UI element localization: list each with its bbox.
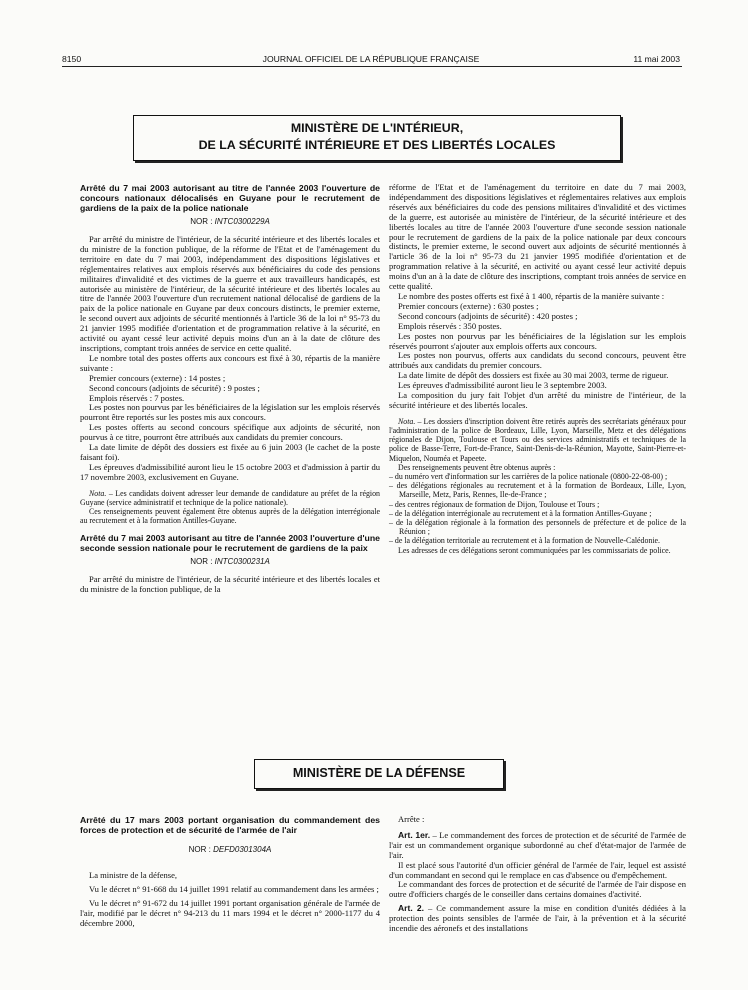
article-label: Art. 1er. (398, 829, 431, 840)
arrete-title: Arrêté du 17 mars 2003 portant organisation du commandement des forces de protection et de sécurité de l'armée de l'air (80, 815, 380, 835)
article-label: Art. 2. (398, 903, 425, 914)
nota-paragraph: Ces renseignements peuvent également être obtenus auprès de la délégation interrégionale au recrutement et à la formation Antilles-Guyane. (80, 507, 380, 526)
nota-list-item: – de la délégation régionale à la formation des personnels de préfecture et de police de la Réunion ; (389, 518, 686, 537)
page-number: 8150 (62, 54, 82, 64)
ministry-line-1: MINISTÈRE DE LA DÉFENSE (292, 766, 466, 780)
article-text: – Ce commandement assure la mise en condition d'unités dédiées à la protection des points sensibles de l'armée de l'air, à la prévention et à la sécurité incendie des aéronefs et des installations (389, 903, 686, 934)
nota-list-item: – des centres régionaux de formation de Dijon, Toulouse et Tours ; (389, 499, 600, 509)
ministry-line-1: MINISTÈRE DE L'INTÉRIEUR, (290, 121, 464, 135)
nor-reference (80, 217, 380, 227)
nota-text: – Les candidats doivent adresser leur demande de candidature au préfet de la région Guyane (service administratif et technique de la police nationale). (80, 488, 380, 507)
list-item: Premier concours (externe) : 14 postes ; (89, 372, 226, 383)
nor-code: INTC0300231A (214, 557, 270, 567)
paragraph: Vu le décret n° 91-672 du 14 juillet 1991 portant organisation générale de l'armée de l'air, modifié par le décret n° 94-213 du 11 mars 1994 et le décret n° 2000-1177 du 4 décembre 2000, (80, 897, 380, 928)
paragraph: Par arrêté du ministre de l'intérieur, de la sécurité intérieure et des libertés locales et du ministre de la fonction publique, de la (80, 574, 380, 595)
list-item: Second concours (adjoints de sécurité) : 420 postes ; (398, 310, 578, 321)
nota-end: Les adresses de ces délégations seront communiquées par les commissariats de police. (398, 545, 671, 555)
ministry-heading-defense (254, 759, 504, 789)
ministry-line-2: DE LA SÉCURITÉ INTÉRIEURE ET DES LIBERTÉS LOCALES (198, 138, 556, 152)
paragraph: Il est placé sous l'autorité d'un officier général de l'armée de l'air, lequel est assisté d'un commandant en second qui le remplace en cas d'absence ou d'empêchement. (389, 859, 686, 880)
nota-list-item: – de la délégation interrégionale au recrutement et à la formation Antilles-Guyane ; (389, 508, 652, 518)
paragraph: Par arrêté du ministre de l'intérieur, de la sécurité intérieure et des libertés locales et du ministre de la fonction publique, de la réforme de l'Etat et de l'aménagement du territoire en date du 7 mai 2003, indépendamment des dispositions législatives et réglementaires relatives aux emplois réservés aux bénéficiaires du code des pensions militaires d'invalidité et des victimes de la guerre et aux travailleurs handicapés, est autorisée au ministère de l'intérieur, de la sécurité intérieure et des libertés locales au titre de l'année 2003 l'ouverture d'un recrutement national délocalisé de gardiens de la paix de la police nationale en Guyane par deux concours distincts, le premier externe, le second ouvert aux adjoints de sécurité mentionnés à l'article 36 de la loi n° 95-73 du 21 janvier 1995 modifiée d'orientation et de programmation relative à la sécurité, en activité ou ayant cessé leur activité depuis moins d'un an à la date de clôture des inscriptions, comptant trois années de service en cette qualité. (80, 234, 380, 353)
paragraph: Les épreuves d'admissibilité auront lieu le 15 octobre 2003 et d'admission à partir du 17 novembre 2003, exclusivement en Guyane. (80, 461, 380, 482)
paragraph: La composition du jury fait l'objet d'un arrêté du ministre de l'intérieur, de la sécurité intérieure et des libertés locales. (389, 390, 686, 410)
article-2 (389, 904, 686, 934)
nota (80, 489, 380, 507)
paragraph: Les postes offerts au second concours spécifique aux adjoints de sécurité, non pourvus à ce titre, pourront être attribués aux candidats du premier concours. (80, 422, 380, 443)
nota-list-item: – du numéro vert d'information sur les carrières de la police nationale (0800-22-08-00) ; (389, 472, 668, 482)
issue-date: 11 mai 2003 (633, 54, 680, 64)
right-column-bottom (389, 815, 686, 934)
arrete-label: Arrête : (398, 814, 425, 824)
list-item: Premier concours (externe) : 630 postes ; (398, 300, 539, 311)
nor-code: DEFD0301304A (213, 845, 272, 854)
nota (389, 417, 686, 463)
ministry-heading-interieur (133, 115, 621, 161)
list-item: Emplois réservés : 7 postes. (89, 392, 185, 403)
arrete-title: Arrêté du 7 mai 2003 autorisant au titre de l'année 2003 l'ouverture de concours nationaux délocalisés en Guyane pour le recrutement de gardiens de la paix de la police nationale (80, 183, 380, 213)
nota-list (389, 472, 686, 546)
article-text: – Le commandement des forces de protection et de sécurité de l'armée de l'air est un commandement organique subordonné au chef d'état-major de l'armée de l'air. (389, 829, 686, 860)
paragraph: Les postes non pourvus, offerts aux candidats du second concours, peuvent être attribués aux candidats du premier concours. (389, 350, 686, 371)
nota-text: – Les dossiers d'inscription doivent être retirés auprès des secrétariats généraux pour l'administration de la police de Bordeaux, Lille, Lyon, Marseille, Metz et des délégations régionales de Dijon, Toulouse et Tours ou des services administratifs et techniques de la police de Basse-Terre, Fort-de-France, Saint-Denis-de-la-Réunion, Mayotte, Saint-Pierre-et-Miquelon, Nouméa et Papeete. (389, 416, 686, 463)
nor-label: NOR : (190, 217, 213, 226)
arrete-title: Arrêté du 7 mai 2003 autorisant au titre de l'année 2003 l'ouverture d'une seconde session nationale pour le recrutement de gardiens de la paix (80, 533, 380, 554)
paragraph: La date limite de dépôt des dossiers est fixée au 6 juin 2003 (le cachet de la poste faisant foi). (80, 442, 380, 462)
nota-intro: Des renseignements peuvent être obtenus auprès : (398, 462, 556, 472)
paragraph: Le nombre total des postes offerts aux concours est fixé à 30, répartis de la manière suivante : (80, 352, 380, 373)
paragraph: Les postes non pourvus par les bénéficiaires de la législation sur les emplois réservés pourront s'ajouter aux emplois offerts aux concours. (389, 330, 686, 351)
nor-code: INTC0300229A (214, 217, 270, 226)
paragraph: La date limite de dépôt des dossiers est fixée au 30 mai 2003, terme de rigueur. (398, 370, 669, 381)
nota-label: Nota. (89, 488, 107, 498)
left-column-top (80, 183, 380, 595)
article-1 (389, 831, 686, 861)
list-item: Emplois réservés : 350 postes. (398, 320, 502, 331)
nota-list-item: – des délégations régionales au recrutement et à la formation de Bordeaux, Lille, Lyon, Marseille, Metz, Paris, Rennes, Ile-de-France ; (389, 481, 686, 500)
paragraph: La ministre de la défense, (89, 870, 178, 880)
left-column-bottom (80, 815, 380, 929)
paragraph: Les postes non pourvus par les bénéficiaires de la législation sur les emplois réservés pourront être reportés sur les postes mis aux concours. (80, 402, 380, 423)
paragraph: Le nombre des postes offerts est fixé à 1 400, répartis de la manière suivante : (398, 290, 665, 301)
nor-label: NOR : (188, 845, 211, 854)
nor-label: NOR : (190, 557, 213, 567)
journal-title: JOURNAL OFFICIEL DE LA RÉPUBLIQUE FRANÇAISE (262, 54, 480, 64)
paragraph: Le commandant des forces de protection et de sécurité de l'armée de l'air dispose en outre d'officiers chargés de le conseiller dans certains domaines d'activité. (389, 879, 686, 900)
nor-reference (80, 845, 380, 855)
header-rule (62, 66, 682, 67)
nor-reference (80, 557, 380, 567)
nota-label: Nota. (398, 416, 416, 426)
paragraph: Vu le décret n° 91-668 du 14 juillet 1991 relatif au commandement dans les armées ; (89, 883, 379, 894)
paragraph: réforme de l'Etat et de l'aménagement du territoire en date du 7 mai 2003, indépendamment des dispositions législatives et réglementaires relatives aux emplois réservés aux bénéficiaires du code des pensions militaires d'invalidité et des victimes de la guerre, est autorisée au ministère de l'intérieur, de la sécurité intérieure et des libertés locales au titre de l'année 2003 l'ouverture d'une seconde session nationale pour le recrutement de gardiens de la paix de la police nationale par deux concours distincts, le premier externe, le second ouvert aux adjoints de sécurité mentionnés à l'article 36 de la loi n° 95-73 du 21 janvier 1995 modifiée d'orientation et de programmation relative à la sécurité, en activité ou ayant cessé leur activité depuis moins d'un an à la date de clôture des inscriptions, comptant trois années de service en cette qualité. (389, 182, 686, 292)
nota-list-item: – de la délégation territoriale au recrutement et à la formation de Nouvelle-Calédonie. (389, 536, 661, 546)
list-item: Second concours (adjoints de sécurité) : 9 postes ; (89, 382, 260, 393)
right-column-top (389, 183, 686, 555)
paragraph: Les épreuves d'admissibilité auront lieu le 3 septembre 2003. (398, 380, 607, 391)
